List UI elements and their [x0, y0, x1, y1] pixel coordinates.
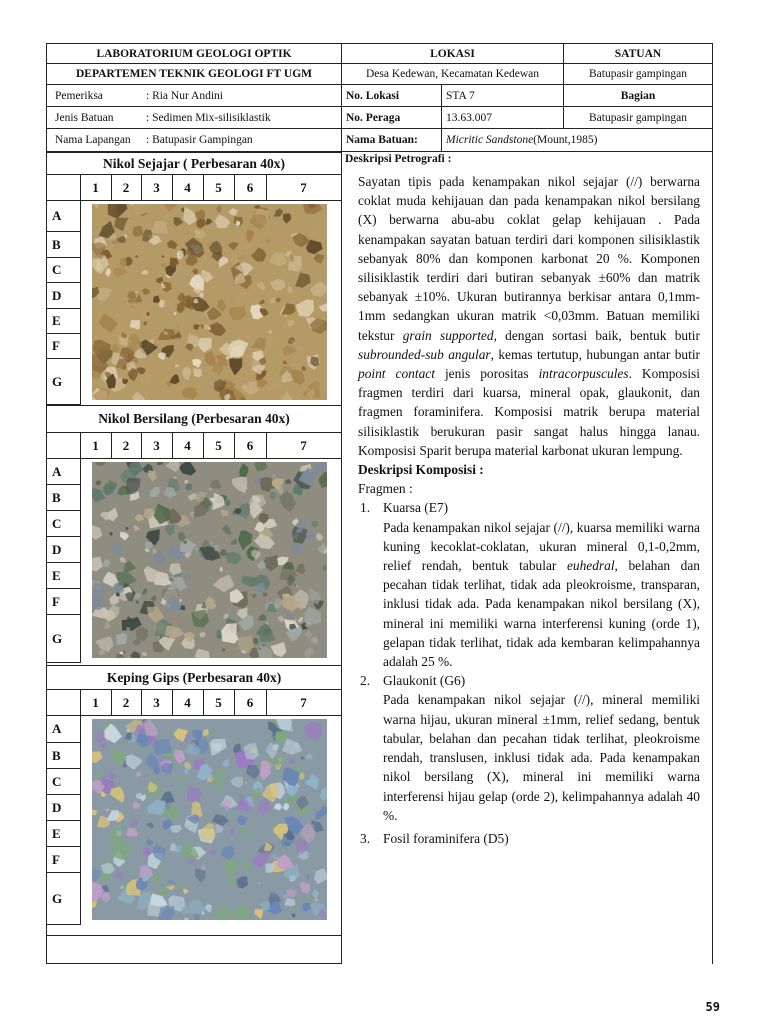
petrografi-text: Sayatan tipis pada kenampakan nikol sejajar (//) berwarna coklat muda kehijauan dan pada kenampakan nikol bersilang (X) berwarna abu-abu coklat gelap kehijauan . Pada kenampakan sayatan batuan terdiri dari komponen silisiklastik sebanyak 80% dan komponen karbonat 20 %. Komponen silisiklastik terdiri dari butiran sebanyak ±60% dan matrik sebanyak ±10%. Ukuran butirannya berkisar antara 0,1mm-1mm sedangkan ukuran matrik <0,03mm. Batuan memiliki tekstur	[358, 174, 700, 343]
nama-batuan-ref: (Mount,1985)	[533, 134, 598, 146]
column-label: 5	[215, 694, 222, 710]
lokasi-value: Desa Kedewan, Kecamatan Kedewan	[365, 68, 540, 80]
grid-line	[172, 689, 173, 715]
row-label: B	[52, 236, 61, 252]
column-label: 7	[300, 179, 307, 195]
department-title: DEPARTEMEN TEKNIK GEOLOGI FT UGM	[75, 68, 312, 80]
column-label: 2	[122, 694, 130, 710]
petrografi-text-5: . Komposisi fragmen terdiri dari kuarsa, mineral opak, glaukonit, dan fragmen foraminifera. Komposisi matrik berupa material silisiklastik berukuran pasir sangat halus hingga lanau. Komposisi Sparit berupa material karbonat ukuran lempung.	[358, 366, 700, 458]
row-label: B	[52, 747, 61, 763]
row-label: D	[52, 287, 62, 303]
row-label: G	[52, 630, 63, 646]
item-number: 3.	[360, 830, 371, 846]
list-item	[358, 671, 700, 825]
row-label: A	[52, 208, 62, 223]
row-label: D	[52, 541, 62, 557]
column-label: 4	[184, 179, 191, 195]
item-name: Fosil foraminifera (D5)	[383, 830, 509, 846]
column-label: 2	[122, 437, 130, 453]
no-lokasi-value: STA 7	[446, 89, 475, 102]
keping-gips-title: Keping Gips (Perbesaran 40x)	[106, 669, 282, 685]
grid-line	[46, 662, 81, 663]
column-label: 7	[300, 694, 307, 710]
grid-line	[46, 715, 341, 716]
bagian-value: Batupasir gampingan	[588, 111, 688, 124]
grid-line	[266, 174, 267, 200]
grid-line	[111, 689, 112, 715]
row-label: E	[52, 313, 61, 328]
nama-batuan-label: Nama Batuan:	[346, 134, 418, 146]
nama-batuan-italic: Micritic Sandstone	[446, 134, 534, 146]
column-label: 6	[246, 694, 254, 710]
grid-line	[141, 174, 142, 200]
satuan-header: SATUAN	[614, 47, 662, 60]
row-label: F	[52, 851, 60, 867]
no-peraga-label: No. Peraga	[346, 111, 401, 124]
row-label: F	[52, 593, 60, 609]
jenis-batuan-label: Jenis Batuan	[55, 111, 114, 124]
lab-title: LABORATORIUM GEOLOGI OPTIK	[96, 47, 292, 60]
grid-line	[111, 432, 112, 458]
term-subrounded: subrounded-sub angular	[358, 346, 491, 362]
grid-line	[234, 689, 235, 715]
column-label: 7	[300, 437, 307, 453]
row-label: F	[52, 338, 60, 353]
satuan-value: Batupasir gampingan	[588, 68, 688, 80]
item-number: 1.	[360, 500, 371, 516]
column-label: 1	[92, 694, 99, 710]
pemeriksa-value: : Ria Nur Andini	[146, 89, 223, 102]
grid-line	[46, 458, 341, 459]
petrografi-description	[358, 172, 700, 848]
grid-line	[172, 174, 173, 200]
term-intracorpuscules: intracorpuscules	[538, 366, 629, 382]
column-label: 3	[153, 437, 160, 453]
no-lokasi-label: No. Lokasi	[346, 89, 400, 102]
pemeriksa-label: Pemeriksa	[55, 89, 103, 102]
term-grain-supported: grain supported	[402, 327, 494, 343]
row-label: C	[52, 262, 62, 277]
column-label: 6	[246, 437, 254, 453]
no-peraga-value: 13.63.007	[446, 111, 492, 124]
row-label: A	[52, 721, 62, 736]
grid-line	[234, 432, 235, 458]
grid-line	[80, 432, 81, 662]
deskripsi-petrografi-title: Deskripsi Petrografi :	[345, 153, 452, 165]
grid-line	[234, 174, 235, 200]
nama-batuan-value	[442, 129, 712, 151]
page-number: 59	[705, 1000, 720, 1014]
row-label: G	[52, 890, 63, 906]
grid-line	[111, 174, 112, 200]
list-item	[358, 498, 700, 671]
item-text-2: , belahan dan pecahan tidak terlihat, tidak ada pleokroisme, transparan, inklusi tidak ada. Pada kenampakan nikol bersilang (X), mineral ini memiliki warna interferensi kuning (orde 1), gelapan tidak terlihat, tidak ada kembaran kelimpahannya adalah 25 %.	[383, 558, 700, 670]
nikol-sejajar-photomicrograph	[92, 204, 327, 400]
nama-lapangan-label: Nama Lapangan	[55, 134, 131, 146]
nikol-bersilang-photomicrograph	[92, 462, 327, 658]
bagian-header: Bagian	[620, 89, 656, 102]
column-label: 3	[153, 179, 160, 195]
grid-line	[80, 689, 81, 924]
row-label: C	[52, 773, 62, 789]
term-euhedral: euhedral	[566, 558, 615, 574]
item-name: Glaukonit (G6)	[383, 673, 466, 689]
lokasi-header: LOKASI	[430, 47, 475, 60]
column-label: 5	[215, 179, 222, 195]
column-label: 1	[92, 179, 99, 195]
item-number: 2.	[360, 673, 371, 689]
grid-line	[266, 432, 267, 458]
column-label: 1	[92, 437, 99, 453]
keping-gips-photomicrograph	[92, 719, 327, 920]
row-label: C	[52, 515, 62, 531]
column-label: 3	[153, 694, 160, 710]
grid-line	[141, 689, 142, 715]
list-item	[358, 829, 700, 848]
column-label: 4	[184, 694, 191, 710]
row-label: A	[52, 463, 62, 479]
column-label: 5	[215, 437, 222, 453]
petrografi-text-3: , kemas tertutup, hubungan antar butir	[490, 346, 700, 362]
nama-lapangan-value: : Batupasir Gampingan	[146, 134, 253, 146]
nikol-bersilang-title: Nikol Bersilang (Perbesaran 40x)	[98, 411, 290, 426]
column-label: 2	[122, 179, 130, 195]
column-label: 4	[184, 437, 191, 453]
column-label: 6	[246, 179, 254, 195]
jenis-batuan-value: : Sedimen Mix-silisiklastik	[146, 111, 271, 124]
row-label: E	[52, 825, 61, 841]
grid-line	[172, 432, 173, 458]
item-text: Pada kenampakan nikol sejajar (//), mineral memiliki warna hijau, ukuran mineral ±1mm, relief sedang, bentuk tabular, belahan dan pecahan tidak terlihat, pleokroisme rendah, translusen, inklusi tidak ada. Pada kenampakan nikol bersilang (X), mineral ini memiliki warna interferensi hijau gelap (orde 2), kelimpahannya adalah 40 %.	[383, 692, 700, 823]
grid-line	[141, 432, 142, 458]
row-label: G	[52, 373, 63, 389]
deskripsi-komposisi-title: Deskripsi Komposisi :	[358, 462, 484, 478]
row-label: E	[52, 567, 61, 583]
fragmen-label: Fragmen :	[358, 481, 413, 497]
term-point-contact: point contact	[358, 366, 435, 382]
grid-line	[203, 432, 204, 458]
grid-line	[80, 174, 81, 404]
item-name: Kuarsa (E7)	[383, 500, 449, 516]
nikol-sejajar-title: Nikol Sejajar ( Perbesaran 40x)	[103, 155, 285, 171]
petrografi-text-4: jenis porositas	[444, 366, 529, 382]
grid-line	[203, 689, 204, 715]
row-label: B	[52, 489, 61, 505]
grid-line	[203, 174, 204, 200]
row-label: D	[52, 799, 62, 815]
grid-line	[266, 689, 267, 715]
item-text: Pada kenampakan nikol sejajar (//), kuarsa memiliki warna kuning kecoklat-coklatan, ukuran mineral 0,1-0,2mm, relief rendah, bentuk tabular	[383, 519, 700, 574]
grid-line	[46, 200, 341, 201]
petrografi-text-2: , dengan sortasi baik, bentuk butir	[493, 327, 700, 343]
grid-line	[46, 924, 81, 925]
